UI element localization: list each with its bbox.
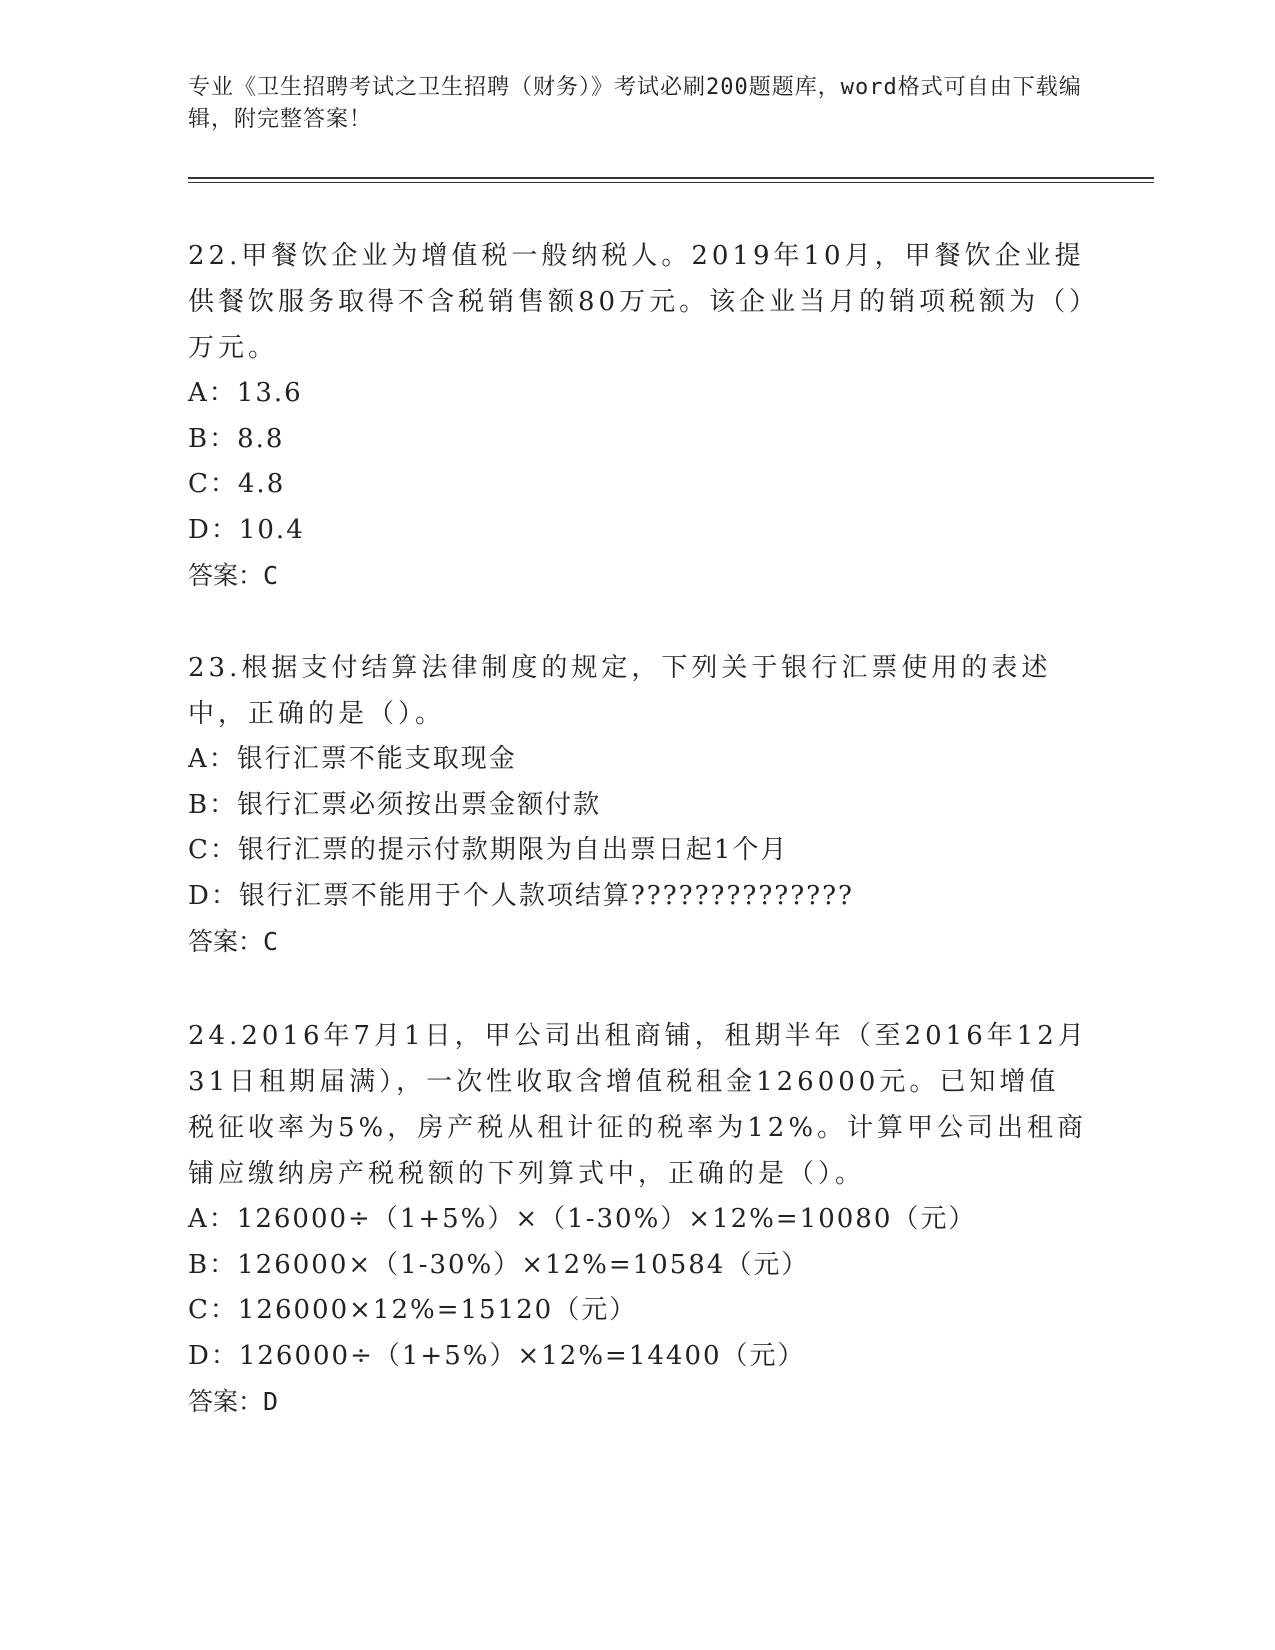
option-a: A：13.6 (188, 378, 303, 408)
option-c: C：126000×12%=15120（元） (188, 1295, 638, 1325)
question-24 (188, 1013, 1088, 1425)
answer-label: 答案：D (188, 1387, 279, 1416)
question-22 (188, 233, 1088, 599)
question-stem: 23.根据支付结算法律制度的规定，下列关于银行汇票使用的表述中，正确的是（）。 (188, 653, 1052, 729)
option-d: D：10.4 (188, 514, 305, 545)
option-b: B：银行汇票必须按出票金额付款 (188, 789, 602, 820)
header-divider-thick (188, 177, 1154, 179)
question-23 (188, 645, 1088, 965)
header-divider-thin (188, 182, 1154, 183)
option-d: D：126000÷（1+5%）×12%=14400（元） (188, 1340, 806, 1371)
option-b: B：126000×（1-30%）×12%=10584（元） (188, 1249, 810, 1280)
answer-label: 答案：C (188, 561, 279, 590)
document-header: 专业《卫生招聘考试之卫生招聘（财务）》考试必刷200题题库，word格式可自由下载编辑，附完整答案！ (188, 75, 1082, 132)
option-a: A：银行汇票不能支取现金 (188, 744, 517, 774)
answer-label: 答案：C (188, 927, 279, 956)
option-a: A：126000÷（1+5%）×（1-30%）×12%=10080（元） (188, 1204, 977, 1234)
question-stem: 22.甲餐饮企业为增值税一般纳税人。2019年10月，甲餐饮企业提供餐饮服务取得不含税销售额80万元。该企业当月的销项税额为（）万元。 (188, 241, 1087, 363)
option-c: C：4.8 (188, 469, 286, 499)
option-d: D：银行汇票不能用于个人款项结算?????????????? (188, 880, 854, 911)
option-c: C：银行汇票的提示付款期限为自出票日起1个月 (188, 835, 789, 865)
option-b: B：8.8 (188, 423, 285, 454)
question-stem: 24.2016年7月1日，甲公司出租商铺，租期半年（至2016年12月31日租期届满），一次性收取含增值税租金126000元。已知增值税征收率为5%，房产税从租计征的税率为12%。计算甲公司出租商铺应缴纳房产税税额的下列算式中，正确的是（）。 (188, 1021, 1088, 1189)
